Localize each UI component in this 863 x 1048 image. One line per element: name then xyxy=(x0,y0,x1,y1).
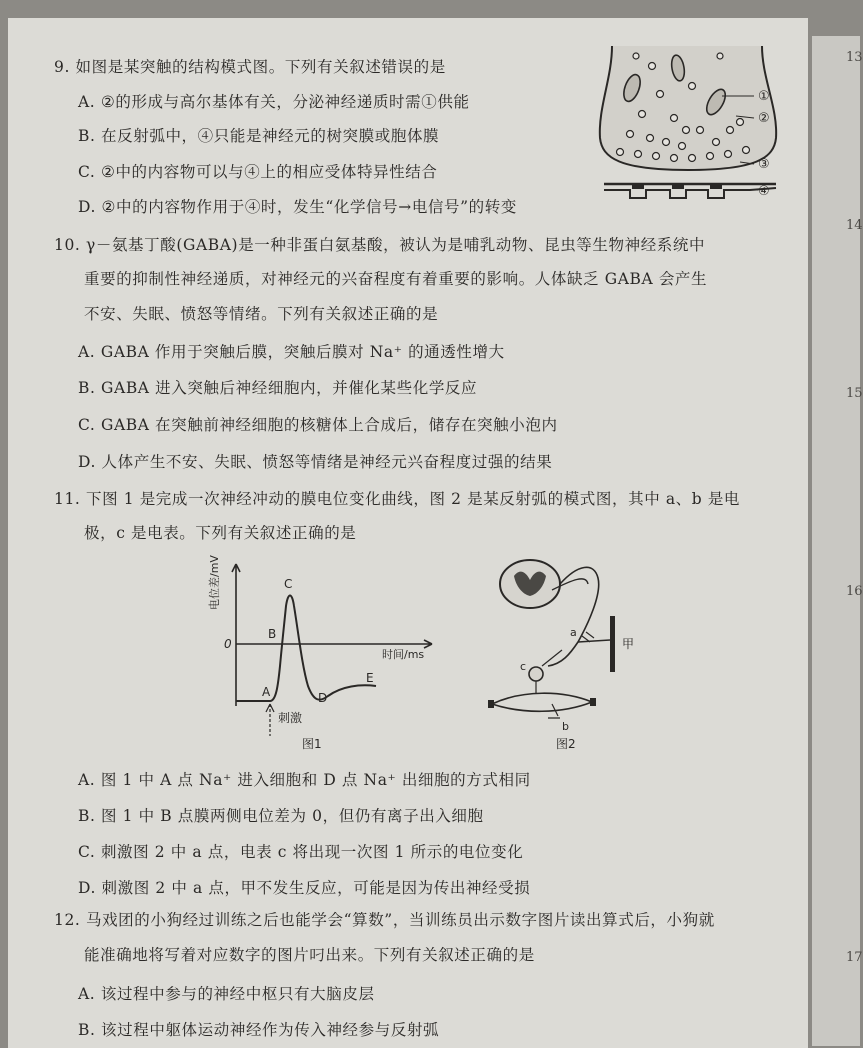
q9-option-c: C. ②中的内容物可以与④上的相应受体特异性结合 xyxy=(78,163,438,181)
q10-option-a: A. GABA 作用于突触后膜，突触后膜对 Na⁺ 的通透性增大 xyxy=(78,343,505,361)
fig1-point-c: C xyxy=(284,577,293,591)
q11-option-c: C. 刺激图 2 中 a 点，电表 c 将出现一次图 1 所示的电位变化 xyxy=(78,843,524,861)
q12-stem-line-2: 能准确地将写着对应数字的图片叼出来。下列有关叙述正确的是 xyxy=(84,946,535,964)
q11-stem-line-2: 极，c 是电表。下列有关叙述正确的是 xyxy=(84,524,357,542)
label-1: ① xyxy=(758,89,770,104)
fig1-point-b: B xyxy=(268,627,277,641)
q11-option-a: A. 图 1 中 A 点 Na⁺ 进入细胞和 D 点 Na⁺ 出细胞的方式相同 xyxy=(78,771,531,789)
q10-option-c: C. GABA 在突触前神经细胞的核糖体上合成后，储存在突触小泡内 xyxy=(78,416,558,434)
edge-number: 15 xyxy=(846,386,863,401)
q10-stem-line-2: 重要的抑制性神经递质，对神经元的兴奋程度有着重要的影响。人体缺乏 GABA 会产生 xyxy=(84,270,708,288)
label-2: ② xyxy=(758,111,770,126)
q9-option-b: B. 在反射弧中，④只能是神经元的树突膜或胞体膜 xyxy=(78,127,440,145)
fig2-c-label: c xyxy=(520,660,527,673)
q10-option-b: B. GABA 进入突触后神经细胞内，并催化某些化学反应 xyxy=(78,379,478,397)
fig1-point-d: D xyxy=(318,691,328,705)
q11-option-d: D. 刺激图 2 中 a 点，甲不发生反应，可能是因为传出神经受损 xyxy=(78,879,531,897)
q9-stem: 9. 如图是某突触的结构模式图。下列有关叙述错误的是 xyxy=(54,58,446,76)
membrane-potential-figure xyxy=(210,556,460,756)
fig2-effector-label: 甲 xyxy=(622,637,635,651)
fig1-ylabel: 电位差/mV xyxy=(208,555,221,610)
q9-option-d: D. ②中的内容物作用于④时，发生“化学信号→电信号”的转变 xyxy=(78,198,517,216)
label-4: ④ xyxy=(758,184,770,199)
fig1-stimulus: 刺激 xyxy=(278,711,303,725)
edge-number: 17 xyxy=(846,950,863,965)
reflex-arc-figure xyxy=(482,554,662,754)
q12-option-b: B. 该过程中躯体运动神经作为传入神经参与反射弧 xyxy=(78,1021,440,1039)
q11-option-b: B. 图 1 中 B 点膜两侧电位差为 0，但仍有离子出入细胞 xyxy=(78,807,484,825)
adjacent-page xyxy=(812,36,863,1046)
label-3: ③ xyxy=(758,157,770,172)
fig2-b-label: b xyxy=(562,720,569,733)
q12-option-a: A. 该过程中参与的神经中枢只有大脑皮层 xyxy=(78,985,375,1003)
q9-option-a: A. ②的形成与高尔基体有关，分泌神经递质时需①供能 xyxy=(78,93,470,111)
q11-stem-line-1: 11. 下图 1 是完成一次神经冲动的膜电位变化曲线，图 2 是某反射弧的模式图，其中 a、b 是电 xyxy=(54,490,741,508)
fig2-a-label: a xyxy=(570,626,577,639)
q10-stem-line-3: 不安、失眠、愤怒等情绪。下列有关叙述正确的是 xyxy=(84,305,439,323)
fig1-zero: 0 xyxy=(224,637,232,651)
q10-stem-line-1: 10. γ－氨基丁酸(GABA)是一种非蛋白氨基酸，被认为是哺乳动物、昆虫等生物神经系统中 xyxy=(54,236,706,254)
fig2-caption: 图2 xyxy=(556,737,576,751)
q10-option-d: D. 人体产生不安、失眠、愤怒等情绪是神经元兴奋程度过强的结果 xyxy=(78,453,553,471)
edge-number: 13 xyxy=(846,50,863,65)
edge-number: 14 xyxy=(846,218,863,233)
fig1-caption: 图1 xyxy=(302,737,322,751)
fig1-point-e: E xyxy=(366,671,374,685)
fig1-xlabel: 时间/ms xyxy=(382,648,425,661)
q12-stem-line-1: 12. 马戏团的小狗经过训练之后也能学会“算数”，当训练员出示数字图片读出算式后，小狗就 xyxy=(54,911,715,929)
synapse-diagram xyxy=(590,38,790,208)
edge-number: 16 xyxy=(846,584,863,599)
fig1-point-a: A xyxy=(262,685,271,699)
